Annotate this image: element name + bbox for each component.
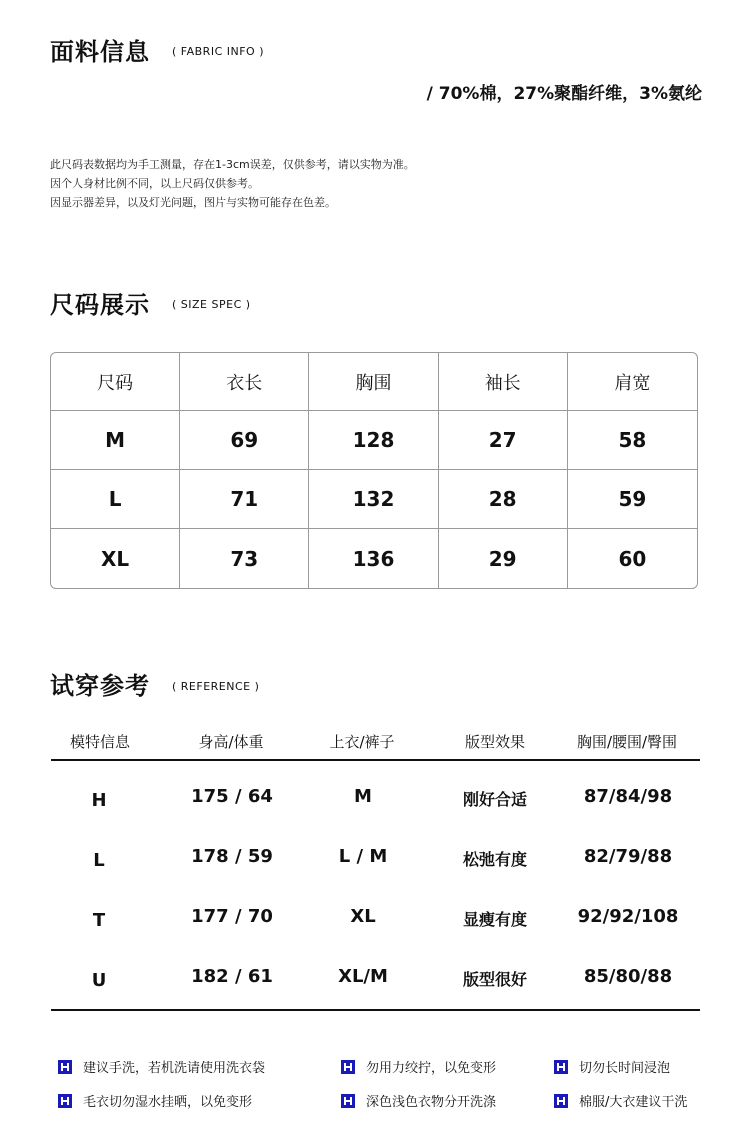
- size-cell: 128: [309, 411, 438, 470]
- h-icon: [554, 1060, 568, 1074]
- care-item: [341, 1091, 496, 1110]
- note-line: 因个人身材比例不同，以上尺码仅供参考。: [50, 177, 259, 190]
- care-item: [341, 1057, 496, 1076]
- reference-cell: 版型很好: [462, 970, 528, 989]
- size-cell: 69: [180, 411, 309, 470]
- size-cell: L: [51, 470, 180, 529]
- reference-cell: 87/84/98: [583, 786, 673, 807]
- size-cell: 28: [439, 470, 568, 529]
- reference-cell: 92/92/108: [577, 906, 679, 927]
- reference-bottom-rule: [51, 1009, 700, 1011]
- size-cell: M: [51, 411, 180, 470]
- reference-cell: 182 / 61: [191, 966, 273, 987]
- size-cell: 132: [309, 470, 438, 529]
- care-text: 深色浅色衣物分开洗涤: [366, 1095, 497, 1110]
- care-text: 勿用力绞拧，以免变形: [366, 1061, 497, 1076]
- size-table: [50, 352, 698, 589]
- h-icon: [554, 1094, 568, 1108]
- reference-header-cell: 模特信息: [69, 733, 131, 751]
- size-header-cell: 衣长: [180, 353, 309, 411]
- size-subtitle: ( SIZE SPEC ): [172, 298, 251, 311]
- h-icon: [58, 1094, 72, 1108]
- reference-header-cell: 身高/体重: [198, 733, 264, 751]
- reference-cell: 178 / 59: [191, 846, 273, 867]
- note-line: 此尺码表数据均为手工测量，存在1-3cm误差，仅供参考，请以实物为准。: [50, 158, 415, 171]
- reference-cell: H: [91, 790, 107, 811]
- care-text: 毛衣切勿湿水挂晒，以免变形: [83, 1095, 253, 1110]
- reference-cell: 82/79/88: [583, 846, 673, 867]
- h-icon: [58, 1060, 72, 1074]
- note-line: 因显示器差异，以及灯光问题，图片与实物可能存在色差。: [50, 196, 336, 209]
- size-header-cell: 胸围: [309, 353, 438, 411]
- reference-cell: T: [92, 910, 106, 931]
- size-header-cell: 袖长: [439, 353, 568, 411]
- size-cell: 27: [439, 411, 568, 470]
- reference-cell: L / M: [338, 846, 388, 867]
- reference-cell: 175 / 64: [191, 786, 273, 807]
- size-cell: XL: [51, 529, 180, 588]
- h-icon: [341, 1060, 355, 1074]
- reference-cell: L: [93, 850, 105, 871]
- care-item: [58, 1057, 265, 1076]
- care-item: [58, 1091, 252, 1110]
- reference-header-cell: 胸围/腰围/臀围: [576, 733, 678, 751]
- size-cell: 60: [618, 546, 647, 571]
- size-header-cell: 肩宽: [568, 353, 697, 411]
- fabric-title: 面料信息: [50, 38, 150, 66]
- reference-header-cell: 版型效果: [464, 733, 526, 751]
- reference-cell: 显瘦有度: [462, 910, 528, 929]
- size-cell: 71: [180, 470, 309, 529]
- fabric-material: / 70%棉，27%聚酯纤维，3%氨纶: [426, 84, 702, 104]
- reference-cell: 85/80/88: [583, 966, 673, 987]
- reference-header-cell: 上衣/裤子: [329, 733, 395, 751]
- reference-cell: 松弛有度: [462, 850, 528, 869]
- care-text: 建议手洗，若机洗请使用洗衣袋: [83, 1061, 266, 1076]
- reference-subtitle: ( REFERENCE ): [172, 680, 260, 693]
- size-cell: 29: [439, 529, 568, 588]
- size-cell: 136: [309, 529, 438, 588]
- reference-top-rule: [51, 759, 700, 761]
- size-cell: 58: [568, 411, 697, 470]
- size-header-cell: 尺码: [51, 353, 180, 411]
- care-item: [554, 1091, 687, 1110]
- care-text: 切勿长时间浸泡: [579, 1061, 671, 1076]
- fabric-subtitle: ( FABRIC INFO ): [172, 45, 264, 58]
- reference-cell: M: [354, 786, 372, 807]
- reference-cell: 177 / 70: [191, 906, 273, 927]
- reference-cell: XL: [350, 906, 376, 927]
- size-cell: 59: [568, 470, 697, 529]
- reference-cell: XL/M: [338, 966, 388, 987]
- h-icon: [341, 1094, 355, 1108]
- size-title: 尺码展示: [50, 291, 150, 319]
- care-item: [554, 1057, 670, 1076]
- size-cell: 73: [180, 529, 309, 588]
- measurement-notes: [50, 155, 415, 212]
- reference-cell: U: [91, 970, 107, 991]
- reference-title: 试穿参考: [50, 672, 150, 700]
- reference-cell: 刚好合适: [462, 790, 528, 809]
- care-text: 棉服/大衣建议干洗: [579, 1095, 688, 1110]
